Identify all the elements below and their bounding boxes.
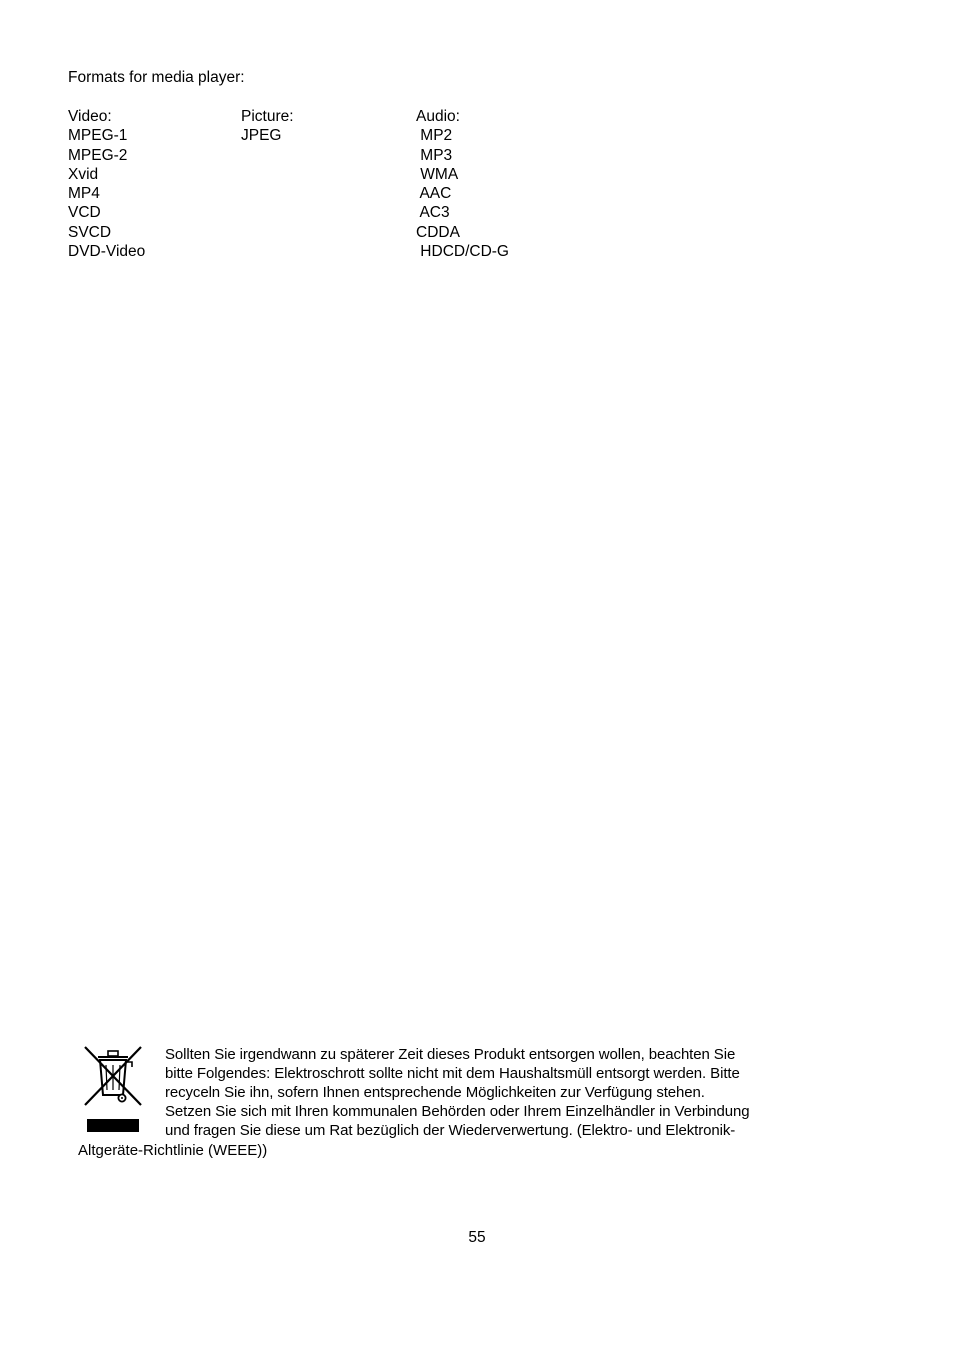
video-format-item: DVD-Video [68,243,146,261]
weee-text-line: Sollten Sie irgendwann zu späterer Zeit dieses Produkt entsorgen wollen, beachten Sie [165,1046,736,1063]
page-heading: Formats for media player: [68,69,245,86]
picture-format-item: JPEG [241,127,282,145]
video-format-item: VCD [68,204,101,222]
page-number: 55 [468,1229,486,1246]
video-formats-label: Video: [68,108,112,125]
audio-format-item: AAC [416,185,452,203]
weee-text-last-line: Altgeräte-Richtlinie (WEEE)) [78,1142,268,1159]
weee-text-line: Setzen Sie sich mit Ihren kommunalen Behörden oder Ihrem Einzelhändler in Verbindung [165,1103,750,1120]
video-format-item: MP4 [68,185,100,203]
audio-format-item: AC3 [416,204,450,222]
weee-black-bar [87,1119,139,1132]
audio-format-item: MP2 [416,127,453,145]
weee-disposal-notice [165,1045,825,1140]
video-format-item: MPEG-2 [68,146,128,164]
picture-formats-column [241,107,294,146]
video-format-item: MPEG-1 [68,127,128,145]
picture-formats-label: Picture: [241,108,294,125]
audio-format-item: HDCD/CD-G [416,243,509,261]
audio-format-item: MP3 [416,146,453,164]
video-formats-column [68,107,145,261]
video-format-item: SVCD [68,223,112,241]
audio-format-item: WMA [416,165,459,183]
weee-text-line: bitte Folgendes: Elektroschrott sollte nicht mit dem Haushaltsmüll entsorgt werden. Bitte [165,1065,740,1082]
audio-formats-label: Audio: [416,108,460,125]
weee-text-line: und fragen Sie diese um Rat bezüglich der Wiederverwertung. (Elektro- und Elektronik- [165,1122,736,1139]
audio-format-item: CDDA [416,223,460,241]
video-format-item: Xvid [68,165,99,183]
weee-text-line: recyceln Sie ihn, sofern Ihnen entsprechende Möglichkeiten zur Verfügung stehen. [165,1084,705,1101]
crossed-out-wheelie-bin-icon [82,1045,144,1107]
audio-formats-column [416,107,509,261]
